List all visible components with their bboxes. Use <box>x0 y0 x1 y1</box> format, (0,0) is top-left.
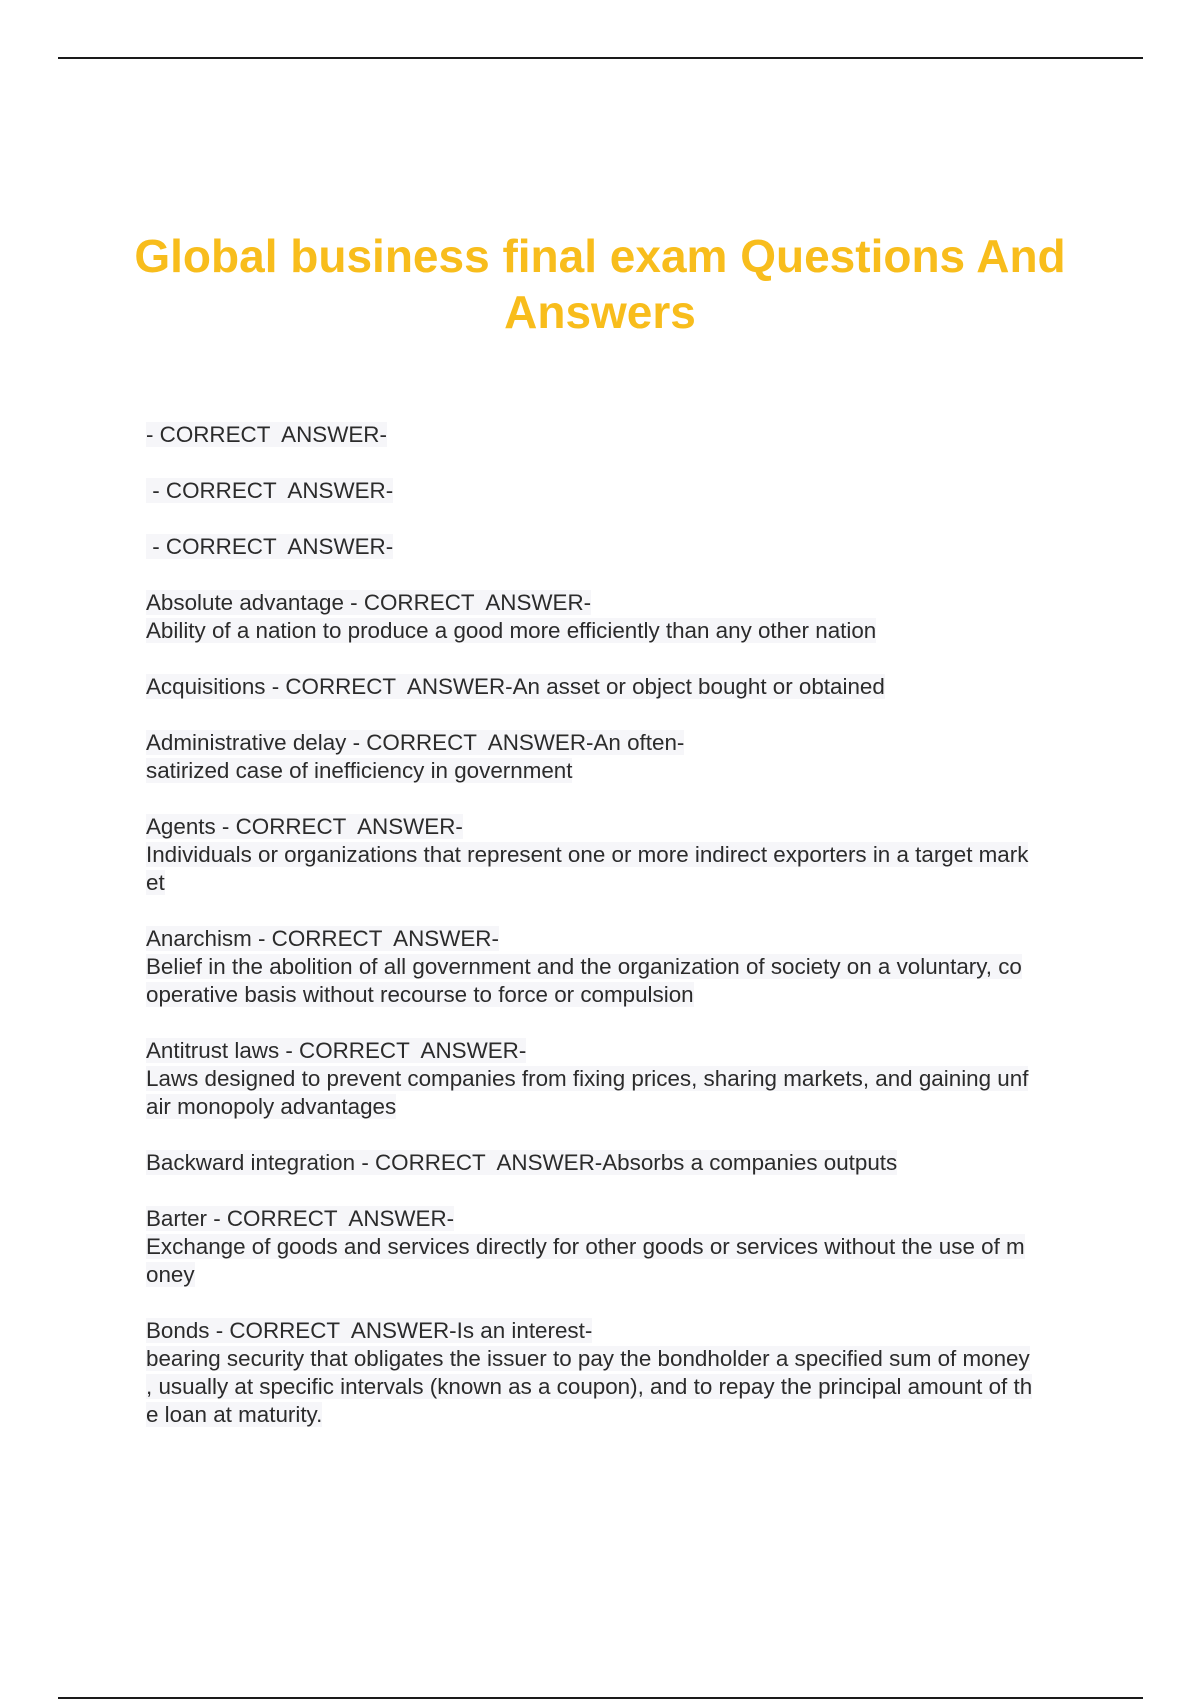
qa-entry <box>146 673 1086 701</box>
qa-entry <box>146 533 1086 561</box>
qa-entry-text: Anarchism - CORRECT ANSWER- Belief in the abolition of all government and the organization of society on a voluntary, co operative basis without recourse to force or compulsion <box>146 926 1022 1007</box>
qa-entry-text: Acquisitions - CORRECT ANSWER-An asset or object bought or obtained <box>146 674 885 699</box>
qa-entry-text: - CORRECT ANSWER- <box>146 422 387 447</box>
qa-entry-text: Barter - CORRECT ANSWER- Exchange of goods and services directly for other goods or services without the use of m oney <box>146 1206 1025 1287</box>
top-rule <box>58 57 1143 59</box>
document-title: Global business final exam Questions And Answers <box>134 230 1066 338</box>
qa-entry-text: - CORRECT ANSWER- <box>146 478 394 503</box>
qa-entry <box>146 925 1086 1009</box>
qa-list <box>146 421 1086 1457</box>
qa-entry-text: Antitrust laws - CORRECT ANSWER- Laws designed to prevent companies from fixing prices, sharing markets, and gaining unf air monopoly advantages <box>146 1038 1029 1119</box>
qa-entry-text: Absolute advantage - CORRECT ANSWER- Ability of a nation to produce a good more efficiently than any other nation <box>146 590 877 643</box>
qa-entry <box>146 421 1086 449</box>
bottom-rule <box>58 1697 1143 1699</box>
qa-entry <box>146 589 1086 645</box>
qa-entry-text: Backward integration - CORRECT ANSWER-Absorbs a companies outputs <box>146 1150 898 1175</box>
qa-entry <box>146 729 1086 785</box>
qa-entry-text: Agents - CORRECT ANSWER- Individuals or organizations that represent one or more indirect exporters in a target mark et <box>146 814 1029 895</box>
qa-entry <box>146 1205 1086 1289</box>
qa-entry-text: Administrative delay - CORRECT ANSWER-An often- satirized case of inefficiency in government <box>146 730 685 783</box>
qa-entry <box>146 1037 1086 1121</box>
qa-entry <box>146 477 1086 505</box>
qa-entry <box>146 1317 1086 1429</box>
qa-entry <box>146 1149 1086 1177</box>
qa-entry-text: Bonds - CORRECT ANSWER-Is an interest- bearing security that obligates the issuer to pay the bondholder a specified sum of money , usually at specific intervals (known as a coupon), and to repay the principal amount of th e loan at maturity. <box>146 1318 1033 1427</box>
qa-entry-text: - CORRECT ANSWER- <box>146 534 394 559</box>
qa-entry <box>146 813 1086 897</box>
